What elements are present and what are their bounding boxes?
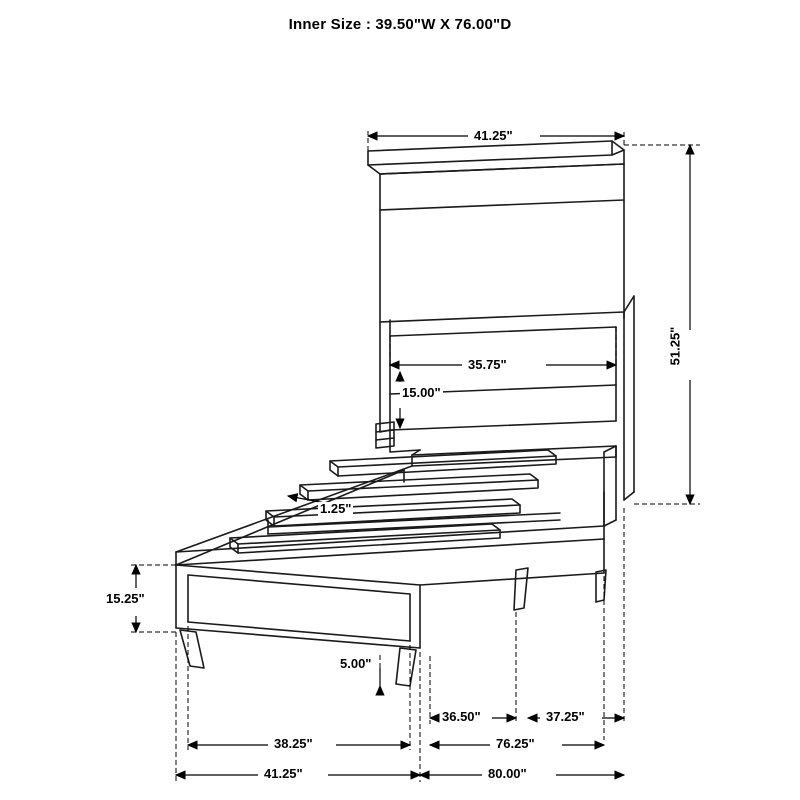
dim-headboard-width: 41.25" [474,128,513,143]
dim-leg-offset-depth: 37.25" [546,709,585,724]
dim-footboard-outer-width: 41.25" [264,766,303,781]
dim-slat-thickness: 1.25" [320,501,352,516]
dim-panel-height: 15.00" [402,385,441,400]
dim-rail-outer-depth: 80.00" [488,766,527,781]
dim-footboard-height: 15.25" [106,591,145,606]
dim-panel-width: 35.75" [468,357,507,372]
dim-headboard-height: 51.25" [667,326,683,366]
dim-leg-height: 5.00" [340,656,372,671]
page-title: Inner Size : 39.50"W X 76.00"D [288,16,512,33]
dim-rail-inner-depth: 76.25" [496,736,535,751]
dim-rail-to-leg-depth: 36.50" [442,709,481,724]
dim-footboard-inner-width: 38.25" [274,736,313,751]
